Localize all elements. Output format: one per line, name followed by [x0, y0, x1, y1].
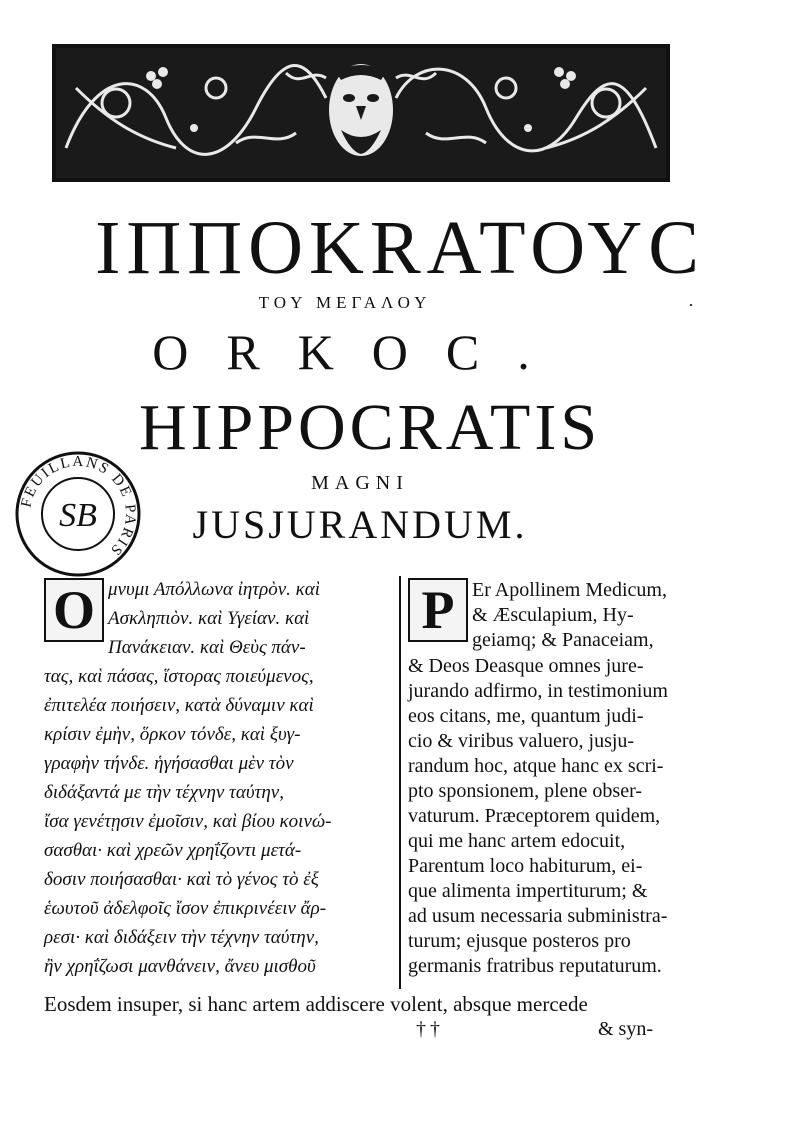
- latin-line: Er Apollinem Medicum,: [472, 579, 667, 601]
- library-stamp-icon: [14, 450, 142, 578]
- column-divider: [399, 576, 401, 989]
- greek-line: Πανάκειαν. καὶ Θεὺς πάν-: [108, 637, 306, 658]
- greek-oath-title: ORKOC.: [152, 324, 568, 380]
- greek-line: Ασκληπιὸν. καὶ Υγείαν. καὶ: [108, 608, 310, 629]
- headpiece-ornament-icon: [56, 48, 666, 178]
- catchword: & syn-: [598, 1018, 653, 1040]
- greek-line: ἑωυτοῦ ἀδελφοῖς ἴσον ἐπικρινέειν ἄρ-: [44, 898, 327, 919]
- latin-dropcap: P: [408, 578, 468, 642]
- subtitle-dot: ·: [688, 295, 694, 315]
- latin-line: cio & viribus valuero, jusju-: [408, 730, 635, 752]
- greek-line: ρεσι· καὶ διδάξειν τὴν τέχνην ταύτην,: [44, 927, 319, 948]
- latin-oath-title: JUSJURANDUM.: [192, 502, 528, 547]
- greek-line: ἢν χρηΐζωσι μανθάνειν, ἄνευ μισθοῦ: [44, 956, 316, 977]
- latin-line: que alimenta impertiturum; &: [408, 880, 648, 902]
- latin-line: turum; ejusque posteros pro: [408, 930, 631, 952]
- latin-line: pto sponsionem, plene obser-: [408, 780, 643, 802]
- greek-line: ἴσα γενέτῃσιν ἐμοῖσιν, καὶ βίου κοινώ-: [44, 811, 332, 832]
- ornamental-headpiece: [52, 44, 670, 182]
- latin-line: ad usum necessaria subministra-: [408, 905, 668, 927]
- latin-line: geiamq; & Panaceiam,: [472, 629, 654, 651]
- greek-line: διδάξαντά με τὴν τέχνην ταύτην,: [44, 782, 284, 803]
- greek-subtitle: ΤΟΥ ΜΕΓΑΛΟΥ: [258, 293, 432, 312]
- greek-title: ΙΠΠΟΚRΑΤΟΥC: [95, 206, 705, 290]
- latin-line: jurando adfirmo, in testimonium: [408, 680, 668, 702]
- latin-line: Parentum loco habiturum, ei-: [408, 855, 643, 877]
- latin-line: & Æsculapium, Hy-: [472, 604, 634, 626]
- latin-line: qui me hanc artem edocuit,: [408, 830, 626, 852]
- stamp-text: FEUILLANS DE PARIS: [18, 453, 139, 560]
- signature-mark: ††: [416, 1018, 444, 1040]
- greek-line: μνυμι Απόλλωνα ἰητρὸν. καὶ: [108, 579, 320, 600]
- latin-title: HIPPOCRATIS: [138, 391, 602, 464]
- greek-line: δοσιν ποιήσασθαι· καὶ τὸ γένος τὸ ἐξ: [44, 869, 319, 890]
- latin-line: & Deos Deasque omnes jure-: [408, 655, 644, 677]
- greek-line: σασθαι· καὶ χρεῶν χρηΐζοντι μετά-: [44, 840, 302, 861]
- library-stamp: [14, 450, 142, 578]
- latin-line: germanis fratribus reputaturum.: [408, 955, 662, 977]
- latin-line: eos citans, me, quantum judi-: [408, 705, 644, 727]
- greek-line: ἐπιτελέα ποιήσειν, κατὰ δύναμιν καὶ: [44, 695, 314, 716]
- greek-line: γραφὴν τήνδε. ἡγήσασθαι μὲν τὸν: [44, 753, 294, 774]
- stamp-monogram: SB: [59, 497, 97, 534]
- greek-line: κρίσιν ἐμὴν, ὅρκον τόνδε, καὶ ξυγ-: [44, 724, 301, 745]
- greek-dropcap: Ο: [44, 578, 104, 642]
- latin-subtitle: MAGNI: [311, 472, 409, 494]
- latin-line: randum hoc, atque hanc ex scri-: [408, 755, 664, 777]
- full-width-line: Eosdem insuper, si hanc artem addiscere volent, absque mercede: [44, 992, 588, 1016]
- greek-line: τας, καὶ πάσας, ἵστορας ποιεύμενος,: [44, 666, 314, 687]
- latin-line: vaturum. Præceptorem quidem,: [408, 805, 661, 827]
